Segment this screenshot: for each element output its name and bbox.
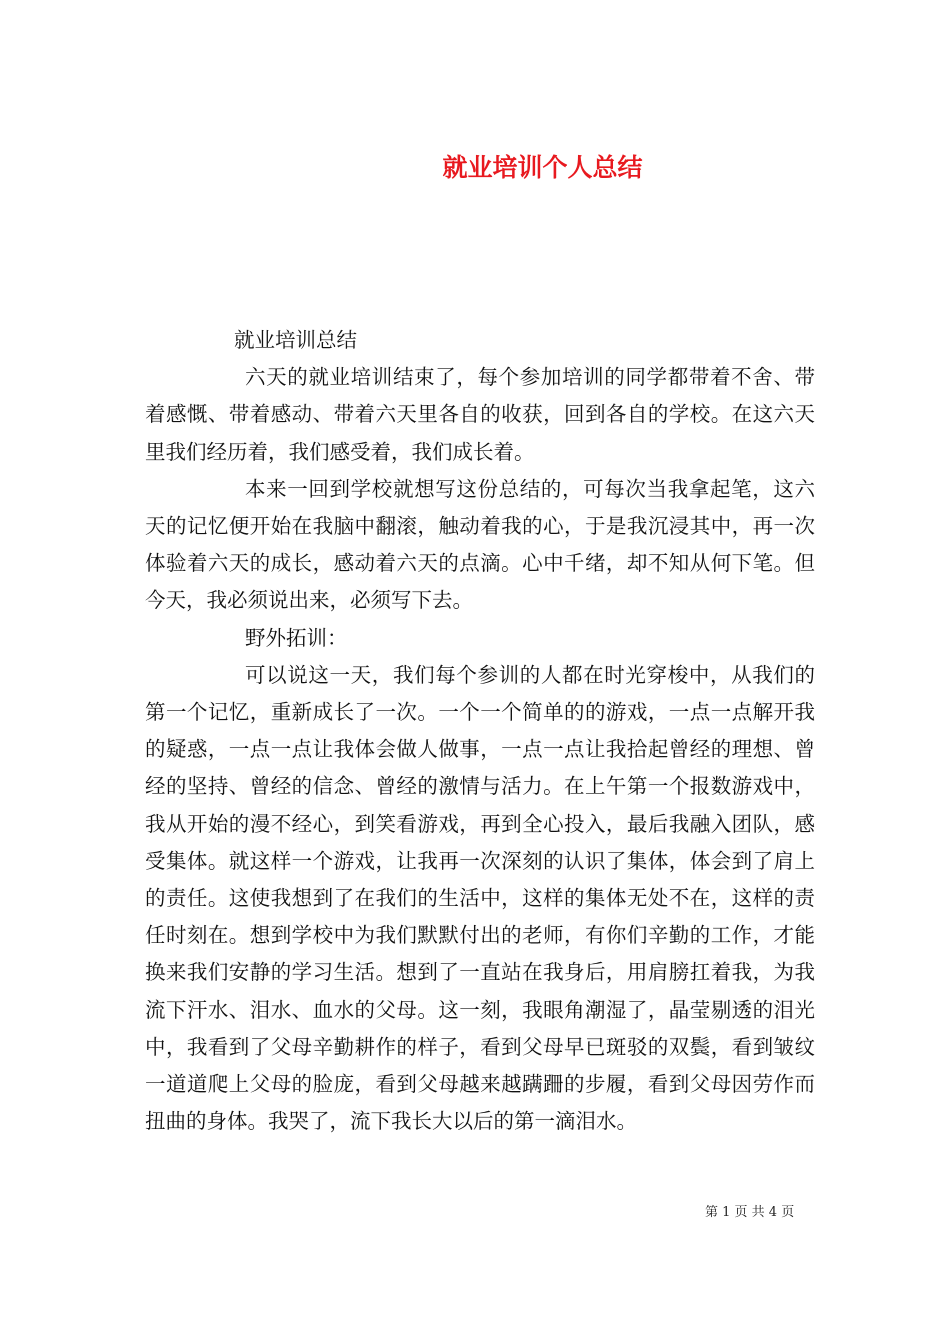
section-paragraph: 可以说这一天，我们每个参训的人都在时光穿梭中，从我们的第一个记忆，重新成长了一次。一个一个简单的的游戏，一点一点解开我的疑惑，一点一点让我体会做人做事，一点一点让我拾起曾经的理想、曾经的坚持、曾经的信念、曾经的激情与活力。在上午第一个报数游戏中，我从开始的漫不经心，到笑看游戏，再到全心投入，最后我融入团队，感受集体。就这样一个游戏，让我再一次深刻的认识了集体，体会到了肩上的责任。这使我想到了在我们的生活中，这样的集体无处不在，这样的责任时刻在。想到学校中为我们默默付出的老师，有你们辛勤的工作，才能换来我们安静的学习生活。想到了一直站在我身后，用肩膀扛着我，为我流下汗水、泪水、血水的父母。这一刻，我眼角潮湿了，晶莹剔透的泪光中，我看到了父母辛勤耕作的样子，看到父母早已斑驳的双鬓，看到皱纹一道道爬上父母的脸庞，看到父母越来越蹒跚的步履，看到父母因劳作而扭曲的身体。我哭了，流下我长大以后的第一滴泪水。 <box>145 662 815 1134</box>
paragraph-2: 本来一回到学校就想写这份总结的，可每次当我拿起笔，这六天的记忆便开始在我脑中翻滚，触动着我的心，于是我沉浸其中，再一次体验着六天的成长，感动着六天的点滴。心中千绪，却不知从何下笔。但今天，我必须说出来，必须写下去。 <box>145 476 815 613</box>
document-body <box>145 322 815 1140</box>
page-title: 就业培训个人总结 <box>442 152 643 182</box>
page-number: 第 1 页 共 4 页 <box>705 1205 795 1220</box>
document-subheading: 就业培训总结 <box>234 328 357 352</box>
paragraph-1: 六天的就业培训结束了，每个参加培训的同学都带着不舍、带着感慨、带着感动、带着六天里各自的收获，回到各自的学校。在这六天里我们经历着，我们感受着，我们成长着。 <box>145 365 815 464</box>
section-label: 野外拓训： <box>245 625 348 650</box>
